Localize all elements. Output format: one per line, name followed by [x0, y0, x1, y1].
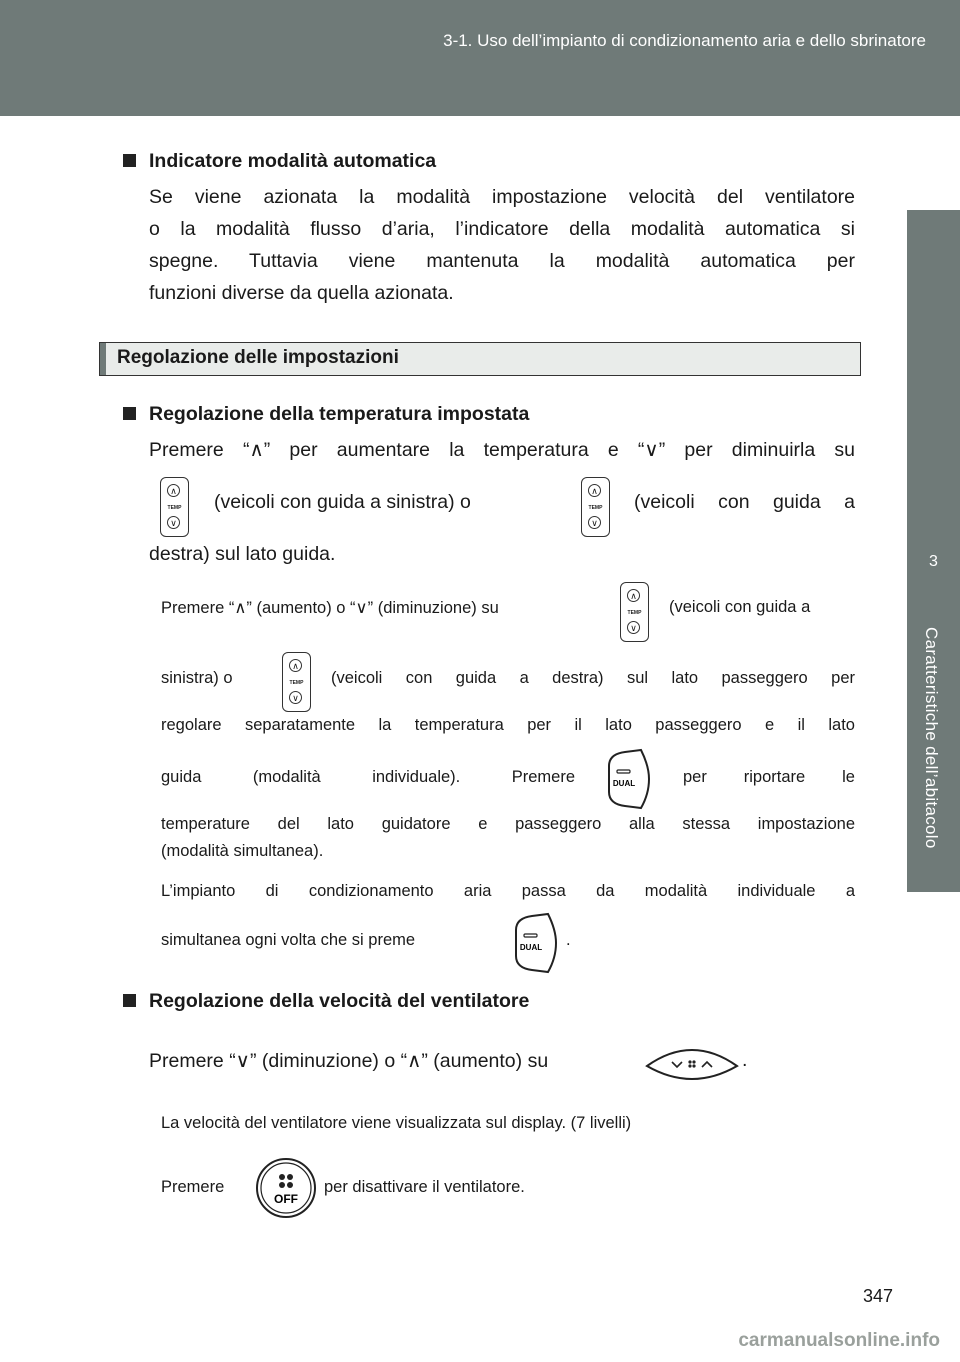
- page-number: 347: [862, 1286, 893, 1306]
- fan-off-button-icon: [255, 1157, 317, 1219]
- fan-speed-button-icon: [644, 1040, 740, 1084]
- bullet-square-icon: [123, 154, 136, 167]
- text-line: spegne. Tuttavia viene mantenuta la modalità automatica per: [149, 250, 855, 272]
- section-title-box: [99, 342, 861, 376]
- fan-line-1b: .: [742, 1049, 748, 1071]
- temp-small-4a: guida (modalità individuale). Premere: [161, 768, 575, 786]
- chapter-side-tab: [907, 210, 960, 892]
- temp-line-2b: (veicoli con guida a: [634, 491, 855, 513]
- bullet-square-icon: [123, 407, 136, 420]
- temp-small-3: regolare separatamente la temperatura per il lato passeggero e il lato: [161, 716, 855, 734]
- heading-text: Regolazione della temperatura impostata: [149, 403, 530, 425]
- temp-button-right-icon: ∧ TEMP ∨: [581, 477, 610, 537]
- heading-text: Indicatore modalità automatica: [149, 150, 437, 172]
- fan-line-1a: Premere “∨” (diminuzione) o “∧” (aumento) su: [149, 1050, 549, 1072]
- fan-small-2b: per disattivare il ventilatore.: [324, 1178, 525, 1196]
- temp-small-2a: sinistra) o: [161, 669, 233, 687]
- temp-small-8b: .: [566, 931, 571, 949]
- svg-text:DUAL: DUAL: [519, 943, 543, 952]
- fan-small-1: La velocità del ventilatore viene visualizzata sul display. (7 livelli): [161, 1114, 632, 1132]
- text-line: o la modalità flusso d’aria, l’indicatore della modalità automatica si: [149, 218, 855, 240]
- temp-small-4b: per riportare le: [683, 768, 855, 786]
- temp-small-2b: (veicoli con guida a destra) sul lato passeggero per: [331, 669, 855, 687]
- svg-text:OFF: OFF: [274, 1192, 298, 1206]
- fan-small-2a: Premere: [161, 1178, 225, 1196]
- temp-small-6: (modalità simultanea).: [161, 842, 324, 860]
- section-bar: [100, 343, 106, 375]
- temp-small-8a: simultanea ogni volta che si preme: [161, 931, 416, 949]
- section-title: Regolazione delle impostazioni: [117, 347, 399, 368]
- svg-text:DUAL: DUAL: [612, 779, 636, 788]
- header-title: 3-1. Uso dell’impianto di condizionamento aria e dello sbrinatore: [443, 31, 926, 50]
- dual-button-icon: [510, 912, 560, 974]
- temp-small-7: L’impianto di condizionamento aria passa da modalità individuale a: [161, 882, 855, 900]
- bullet-square-icon: [123, 994, 136, 1007]
- heading-fan-speed: [123, 990, 529, 1013]
- temp-small-1b: (veicoli con guida a: [669, 598, 811, 616]
- temp-line-2a: (veicoli con guida a sinistra) o: [214, 491, 471, 513]
- watermark: carmanualsonline.info: [738, 1330, 940, 1351]
- temp-line-3: destra) sul lato guida.: [149, 543, 336, 565]
- paragraph-auto-indicator: [149, 181, 855, 309]
- text-line: Se viene azionata la modalità impostazione velocità del ventilatore: [149, 186, 855, 208]
- chapter-title: Caratteristiche dell’abitacolo: [922, 627, 941, 849]
- temp-small-1a: Premere “∧” (aumento) o “∨” (diminuzione) su: [161, 599, 499, 617]
- page-header: [0, 0, 960, 116]
- heading-temperature: [123, 403, 529, 426]
- heading-text: Regolazione della velocità del ventilatore: [149, 990, 530, 1012]
- temp-button-left-icon: ∧ TEMP ∨: [160, 477, 189, 537]
- dual-button-icon: [603, 748, 653, 810]
- temp-button-passenger-left-icon: ∧ TEMP ∨: [620, 582, 649, 642]
- temp-line-1: Premere “∧” per aumentare la temperatura e “∨” per diminuirla su: [149, 439, 855, 461]
- text-line: funzioni diverse da quella azionata.: [149, 282, 454, 304]
- temp-button-passenger-right-icon: ∧ TEMP ∨: [282, 652, 311, 712]
- temp-small-5: temperature del lato guidatore e passeggero alla stessa impostazione: [161, 815, 855, 833]
- heading-auto-indicator: [123, 150, 436, 173]
- chapter-number: 3: [929, 553, 938, 570]
